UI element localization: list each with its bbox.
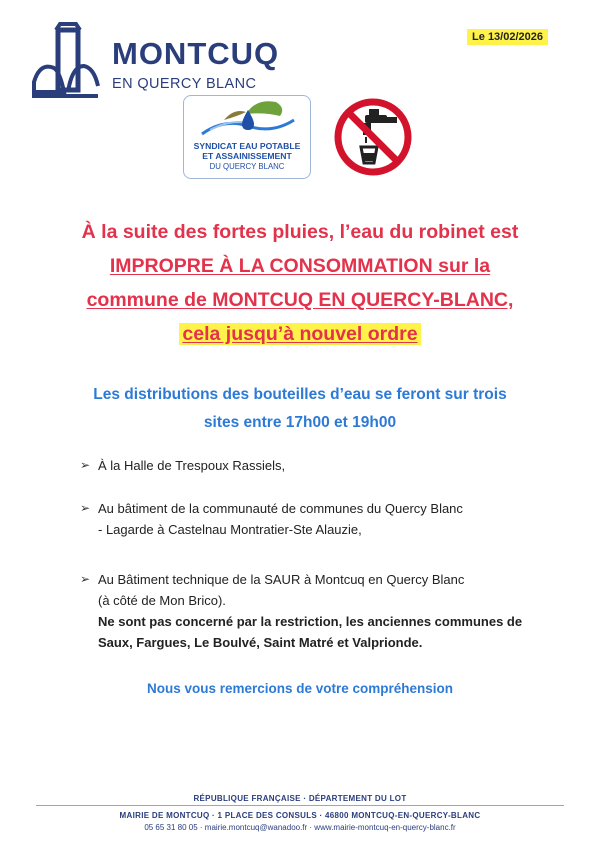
syndicat-name-line2: ET ASSAINISSEMENT bbox=[202, 151, 292, 161]
warning-line-1 bbox=[0, 221, 600, 244]
logo-title: MONTCUQ bbox=[112, 36, 280, 71]
warning-line-3-text: commune de MONTCUQ EN QUERCY-BLANC, bbox=[86, 289, 514, 311]
arrow-bullet-icon: ➢ bbox=[80, 501, 91, 515]
warning-line-3 bbox=[0, 289, 600, 312]
thanks-message: Nous vous remercions de votre compréhension bbox=[146, 681, 454, 696]
site-2-line-2: - Lagarde à Castelnau Montratier-Ste Alauzie, bbox=[98, 522, 362, 537]
warning-line-2-text: IMPROPRE À LA CONSOMMATION sur la bbox=[109, 255, 491, 277]
distribution-line-1: Les distributions des bouteilles d’eau se feront sur trois bbox=[93, 386, 507, 403]
footer-address: MAIRIE DE MONTCUQ · 1 PLACE DES CONSULS · 46800 MONTCUQ-EN-QUERCY-BLANC bbox=[119, 811, 481, 820]
footer-divider bbox=[36, 805, 564, 806]
syndicat-logo bbox=[183, 95, 311, 179]
site-1-text: À la Halle de Trespoux Rassiels, bbox=[98, 458, 286, 473]
list-item-site-2 bbox=[98, 498, 463, 540]
list-item-site-1 bbox=[98, 455, 285, 476]
restriction-note-line-2: Saux, Fargues, Le Boulvé, Saint Matré et Valprionde. bbox=[98, 635, 423, 650]
warning-line-2 bbox=[0, 255, 600, 278]
no-drinking-water-icon bbox=[333, 97, 413, 177]
footer-republique: RÉPUBLIQUE FRANÇAISE · DÉPARTEMENT DU LOT bbox=[193, 794, 407, 803]
footer-contact: 05 65 31 80 05 · mairie.montcuq@wanadoo.fr · www.mairie-montcuq-en-quercy-blanc.fr bbox=[144, 823, 456, 832]
arrow-bullet-icon: ➢ bbox=[80, 458, 91, 472]
warning-line-4 bbox=[0, 323, 600, 346]
water-drop-landscape-icon bbox=[184, 96, 310, 140]
list-item-site-3 bbox=[98, 569, 522, 653]
site-3-line-1: Au Bâtiment technique de la SAUR à Montcuq en Quercy Blanc bbox=[98, 572, 465, 587]
site-3-line-2: (à côté de Mon Brico). bbox=[98, 593, 226, 608]
date-badge: Le 13/02/2026 bbox=[467, 29, 548, 45]
restriction-note-line-1: Ne sont pas concerné par la restriction, les anciennes communes de bbox=[98, 614, 523, 629]
warning-line-1-text: À la suite des fortes pluies, l’eau du robinet est bbox=[81, 221, 519, 243]
syndicat-name-line3: DU QUERCY BLANC bbox=[209, 162, 285, 171]
syndicat-name-line1: SYNDICAT EAU POTABLE bbox=[193, 141, 301, 151]
distribution-line-2: sites entre 17h00 et 19h00 bbox=[203, 414, 397, 431]
arrow-bullet-icon: ➢ bbox=[80, 572, 91, 586]
site-2-line-1: Au bâtiment de la communauté de communes du Quercy Blanc bbox=[98, 501, 463, 516]
montcuq-tower-icon bbox=[30, 22, 100, 102]
warning-line-4-text: cela jusqu’à nouvel ordre bbox=[179, 323, 420, 345]
logo-subtitle: EN QUERCY BLANC bbox=[112, 76, 257, 92]
